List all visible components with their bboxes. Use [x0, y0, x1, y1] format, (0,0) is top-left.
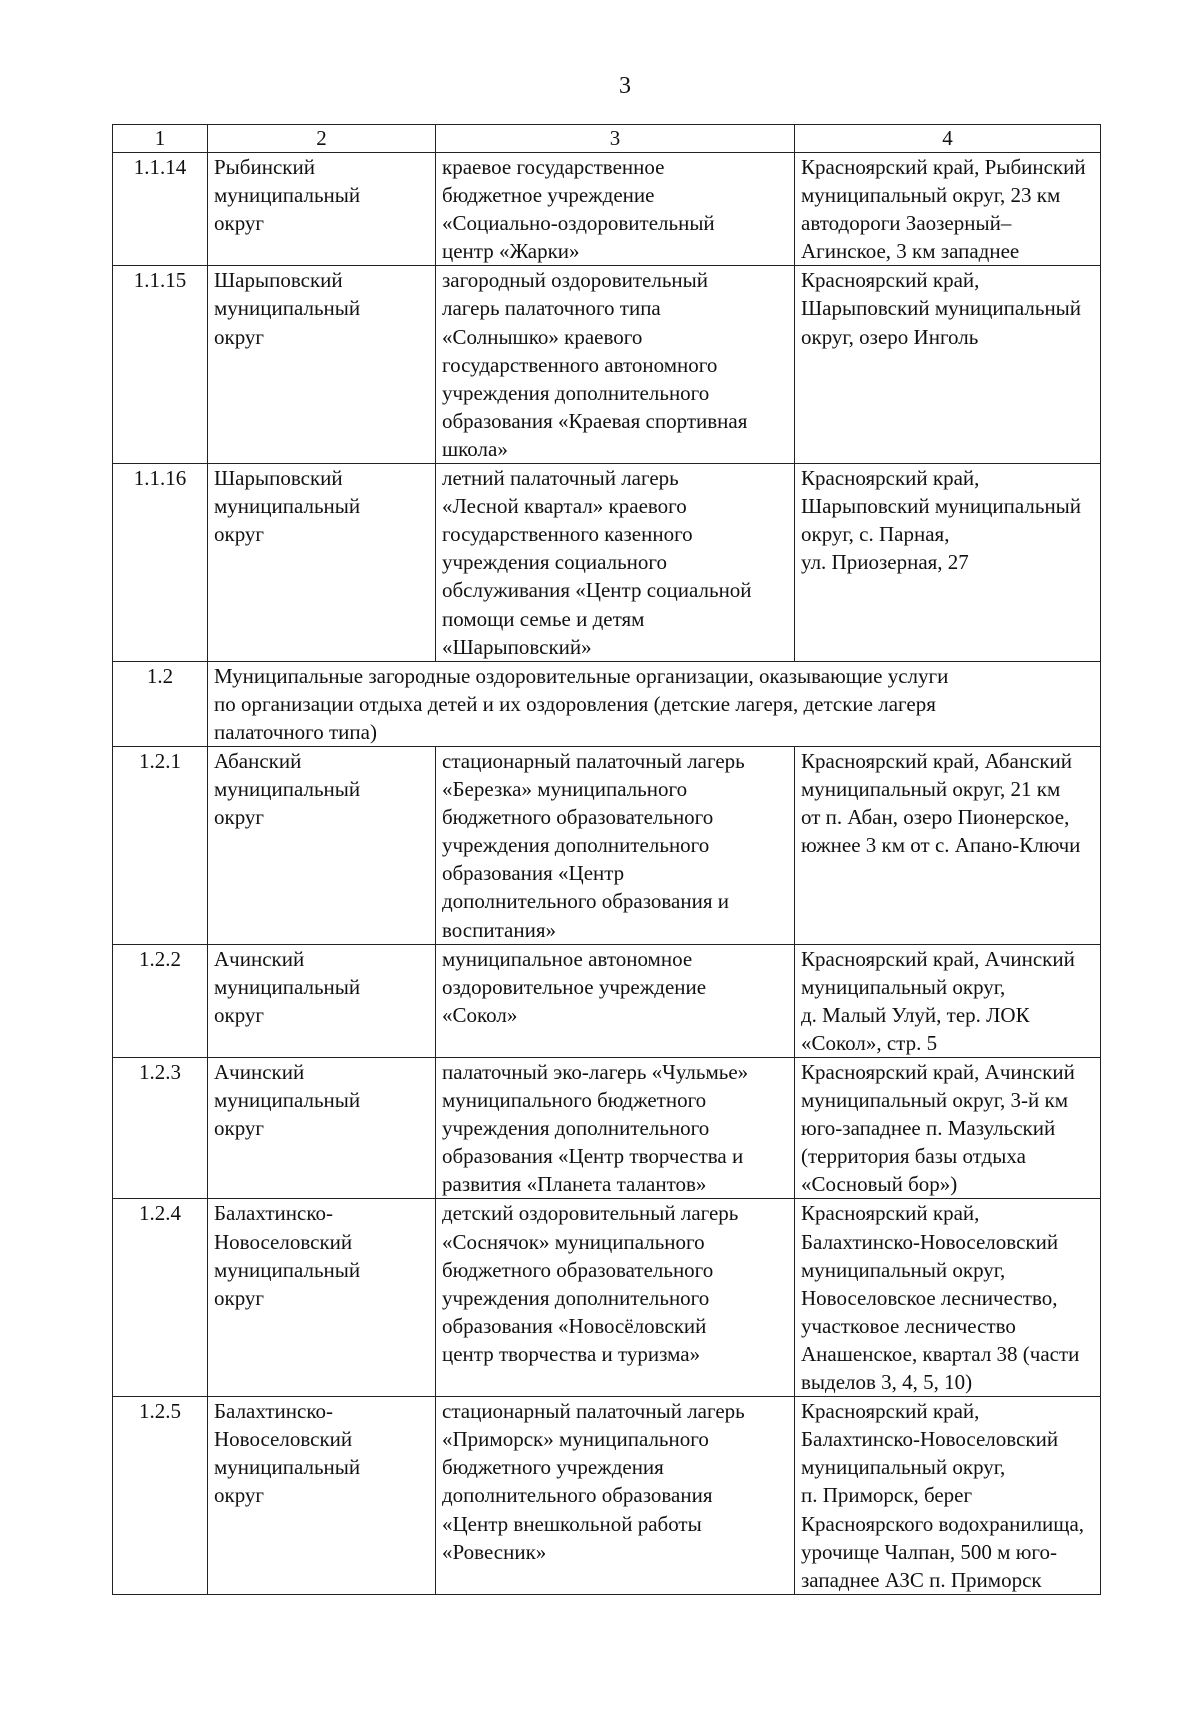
row-number: 1.2.5 — [113, 1397, 208, 1595]
district-cell: Ачинский муниципальный округ — [208, 1058, 436, 1199]
column-header-2: 2 — [208, 125, 436, 153]
address-cell: Красноярский край, Шарыповский муниципальный округ, с. Парная, ул. Приозерная, 27 — [795, 464, 1101, 662]
district-cell: Абанский муниципальный округ — [208, 746, 436, 944]
section-title: Муниципальные загородные оздоровительные организации, оказывающие услуги по организации отдыха детей и их оздоровления (детские лагеря, детские лагеря палаточного типа) — [208, 661, 1101, 746]
organization-cell: стационарный палаточный лагерь «Березка» муниципального бюджетного образовательного учреждения дополнительного образования «Центр дополнительного образования и воспитания» — [436, 746, 795, 944]
district-cell: Шарыповский муниципальный округ — [208, 266, 436, 464]
column-header-3: 3 — [436, 125, 795, 153]
table-row — [113, 1058, 1101, 1199]
address-cell: Красноярский край, Абанский муниципальный округ, 21 км от п. Абан, озеро Пионерское, южнее 3 км от с. Апано-Ключи — [795, 746, 1101, 944]
table-row — [113, 944, 1101, 1057]
organization-cell: загородный оздоровительный лагерь палаточного типа «Солнышко» краевого государственного автономного учреждения дополнительного образования «Краевая спортивная школа» — [436, 266, 795, 464]
row-number: 1.1.15 — [113, 266, 208, 464]
column-header-1: 1 — [113, 125, 208, 153]
organization-cell: летний палаточный лагерь «Лесной квартал» краевого государственного казенного учреждения социального обслуживания «Центр социальной помощи семье и детям «Шарыповский» — [436, 464, 795, 662]
table-row — [113, 153, 1101, 266]
address-cell: Красноярский край, Рыбинский муниципальный округ, 23 км автодороги Заозерный– Агинское, 3 км западнее — [795, 153, 1101, 266]
organization-cell: детский оздоровительный лагерь «Соснячок» муниципального бюджетного образовательного учреждения дополнительного образования «Новосёловский центр творчества и туризма» — [436, 1199, 795, 1397]
address-cell: Красноярский край, Балахтинско-Новоселовский муниципальный округ, Новоселовское лесничество, участковое лесничество Анашенское, квартал 38 (части выделов 3, 4, 5, 10) — [795, 1199, 1101, 1397]
column-header-4: 4 — [795, 125, 1101, 153]
row-number: 1.1.16 — [113, 464, 208, 662]
organization-cell: краевое государственное бюджетное учреждение «Социально-оздоровительный центр «Жарки» — [436, 153, 795, 266]
district-cell: Рыбинский муниципальный округ — [208, 153, 436, 266]
section-row — [113, 661, 1101, 746]
address-cell: Красноярский край, Ачинский муниципальный округ, 3-й км юго-западнее п. Мазульский (территория базы отдыха «Сосновый бор») — [795, 1058, 1101, 1199]
organizations-table — [112, 124, 1101, 1595]
organization-cell: стационарный палаточный лагерь «Приморск» муниципального бюджетного учреждения дополнительного образования «Центр внешкольной работы «Ровесник» — [436, 1397, 795, 1595]
district-cell: Балахтинско- Новоселовский муниципальный округ — [208, 1199, 436, 1397]
district-cell: Ачинский муниципальный округ — [208, 944, 436, 1057]
row-number: 1.2.2 — [113, 944, 208, 1057]
row-number: 1.2.1 — [113, 746, 208, 944]
table-row — [113, 1199, 1101, 1397]
organization-cell: палаточный эко-лагерь «Чульмье» муниципального бюджетного учреждения дополнительного образования «Центр творчества и развития «Планета талантов» — [436, 1058, 795, 1199]
table-body — [113, 125, 1101, 1595]
row-number: 1.2.3 — [113, 1058, 208, 1199]
row-number: 1.2.4 — [113, 1199, 208, 1397]
table-row — [113, 266, 1101, 464]
district-cell: Шарыповский муниципальный округ — [208, 464, 436, 662]
row-number: 1.2 — [113, 661, 208, 746]
table-header-row — [113, 125, 1101, 153]
district-cell: Балахтинско- Новоселовский муниципальный округ — [208, 1397, 436, 1595]
table-row — [113, 746, 1101, 944]
organization-cell: муниципальное автономное оздоровительное учреждение «Сокол» — [436, 944, 795, 1057]
table-row — [113, 1397, 1101, 1595]
address-cell: Красноярский край, Ачинский муниципальный округ, д. Малый Улуй, тер. ЛОК «Сокол», стр. 5 — [795, 944, 1101, 1057]
table-row — [113, 464, 1101, 662]
row-number: 1.1.14 — [113, 153, 208, 266]
address-cell: Красноярский край, Шарыповский муниципальный округ, озеро Инголь — [795, 266, 1101, 464]
address-cell: Красноярский край, Балахтинско-Новоселовский муниципальный округ, п. Приморск, берег Красноярского водохранилища, урочище Чалпан, 500 м юго- западнее АЗС п. Приморск — [795, 1397, 1101, 1595]
page-number: 3 — [619, 73, 631, 99]
